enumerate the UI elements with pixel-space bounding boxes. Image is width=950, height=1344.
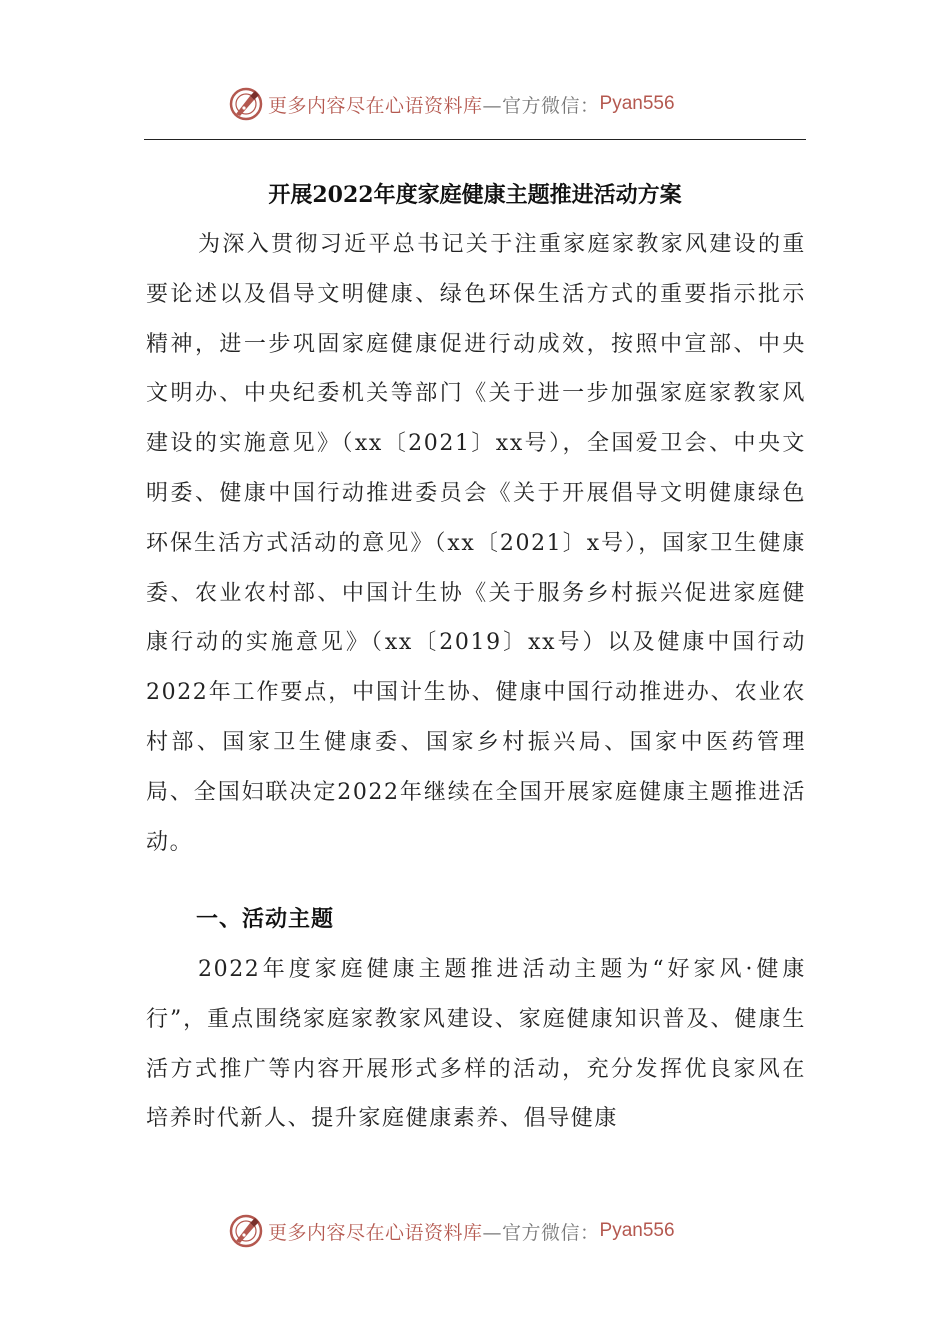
document-title: 开展2022年度家庭健康主题推进活动方案 xyxy=(268,182,682,208)
header-rule xyxy=(144,139,806,140)
pen-nib-logo-icon xyxy=(228,86,264,122)
watermark-separator-text: —官方微信： xyxy=(482,94,600,117)
footer-watermark xyxy=(0,1209,950,1253)
header-watermark xyxy=(0,82,950,126)
intro-paragraph: 为深入贯彻习近平总书记关于注重家庭家教家风建设的重要论述以及倡导文明健康、绿色环保生活方式的重要指示批示精神，进一步巩固家庭健康促进行动成效，按照中宣部、中央文明办、中央纪委机关等部门《关于进一步加强家庭家教家风建设的实施意见》（xx〔2021〕xx号），全国爱卫会、中央文明委、健康中国行动推进委员会《关于开展倡导文明健康绿色环保生活方式活动的意见》（xx〔2021〕x号），国家卫生健康委、农业农村部、中国计生协《关于服务乡村振兴促进家庭健康行动的实施意见》（xx〔2019〕xx号）以及健康中国行动2022年工作要点，中国计生协、健康中国行动推进办、农业农村部、国家卫生健康委、国家乡村振兴局、国家中医药管理局、全国妇联决定2022年继续在全国开展家庭健康主题推进活动。 xyxy=(146,232,806,855)
pen-nib-logo-icon xyxy=(228,1213,264,1249)
section-heading: 一、活动主题 xyxy=(196,907,335,932)
watermark-site-text: 更多内容尽在心语资料库 xyxy=(268,1221,483,1244)
watermark-wechat-id: Pyan556 xyxy=(599,93,675,114)
watermark-site-text: 更多内容尽在心语资料库 xyxy=(268,94,483,117)
section-paragraph: 2022年度家庭健康主题推进活动主题为“好家风·健康行”，重点围绕家庭家教家风建设、家庭健康知识普及、健康生活方式推广等内容开展形式多样的活动，充分发挥优良家风在培养时代新人、提升家庭健康素养、倡导健康 xyxy=(146,957,806,1132)
watermark-wechat-id: Pyan556 xyxy=(599,1220,675,1241)
watermark-separator-text: —官方微信： xyxy=(482,1221,600,1244)
